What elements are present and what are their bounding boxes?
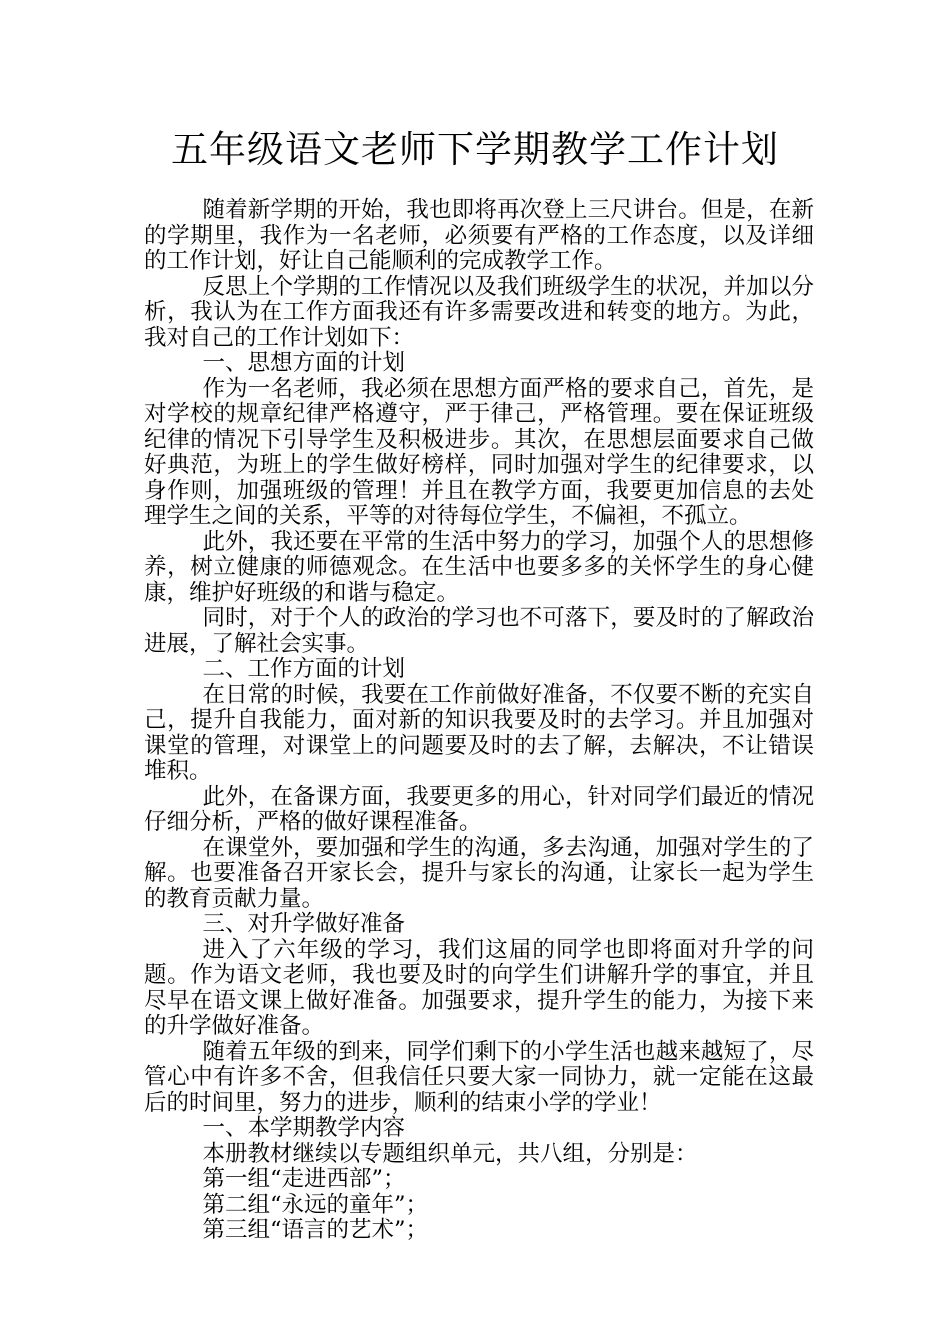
section-heading: 一、本学期教学内容 — [202, 1115, 406, 1141]
paragraph: 此外，我还要在平常的生活中努力的学习，加强个人的思想修养，树立健康的师德观念。在生活中也要多多的关怀学生的身心健康，维护好班级的和谐与稳定。 — [144, 528, 814, 606]
section-heading: 一、思想方面的计划 — [202, 350, 406, 376]
list-item: 第一组“走进西部”； — [202, 1166, 406, 1192]
list-intro: 本册教材继续以专题组织单元，共八组，分别是： — [202, 1140, 698, 1167]
paragraph: 在日常的时候，我要在工作前做好准备，不仅要不断的充实自己，提升自我能力，面对新的知识我要及时的去学习。并且加强对课堂的管理，对课堂上的问题要及时的去了解，去解决，不让错误堆积。 — [144, 681, 814, 784]
list-item: 第二组“永远的童年”； — [202, 1191, 429, 1218]
paragraph: 作为一名老师，我必须在思想方面严格的要求自己，首先，是对学校的规章纪律严格遵守，严于律己，严格管理。要在保证班级纪律的情况下引导学生及积极进步。其次，在思想层面要求自己做好典范，为班上的学生做好榜样，同时加强对学生的纪律要求，以身作则，加强班级的管理！并且在教学方面，我要更加信息的去处理学生之间的关系，平等的对待每位学生，不偏袒，不孤立。 — [144, 375, 814, 529]
paragraph: 在课堂外，要加强和学生的沟通，多去沟通，加强对学生的了解。也要准备召开家长会，提升与家长的沟通，让家长一起为学生的教育贡献力量。 — [144, 834, 814, 912]
paragraph: 此外，在备课方面，我要更多的用心，针对同学们最近的情况仔细分析，严格的做好课程准备。 — [144, 783, 814, 835]
paragraph: 随着新学期的开始，我也即将再次登上三尺讲台。但是，在新的学期里，我作为一名老师，必须要有严格的工作态度，以及详细的工作计划，好让自己能顺利的完成教学工作。 — [144, 197, 814, 274]
paragraph: 同时，对于个人的政治的学习也不可落下，要及时的了解政治进展，了解社会实事。 — [144, 605, 814, 657]
paragraph: 进入了六年级的学习，我们这届的同学也即将面对升学的问题。作为语文老师，我也要及时的向学生们讲解升学的事宜，并且尽早在语文课上做好准备。加强要求，提升学生的能力，为接下来的升学做好准备。 — [144, 936, 814, 1039]
section-heading: 三、对升学做好准备 — [202, 911, 406, 937]
section-heading: 二、工作方面的计划 — [202, 656, 406, 682]
paragraph: 反思上个学期的工作情况以及我们班级学生的状况，并加以分析，我认为在工作方面我还有许多需要改进和转变的地方。为此，我对自己的工作计划如下： — [144, 273, 814, 351]
paragraph: 随着五年级的到来，同学们剩下的小学生活也越来越短了，尽管心中有许多不舍，但我信任只要大家一同协力，就一定能在这最后的时间里，努力的进步，顺利的结束小学的学业！ — [144, 1038, 814, 1116]
document-title: 五年级语文老师下学期教学工作计划 — [171, 128, 779, 171]
document-body — [144, 198, 814, 1244]
list-item: 第三组“语言的艺术”； — [202, 1217, 429, 1243]
